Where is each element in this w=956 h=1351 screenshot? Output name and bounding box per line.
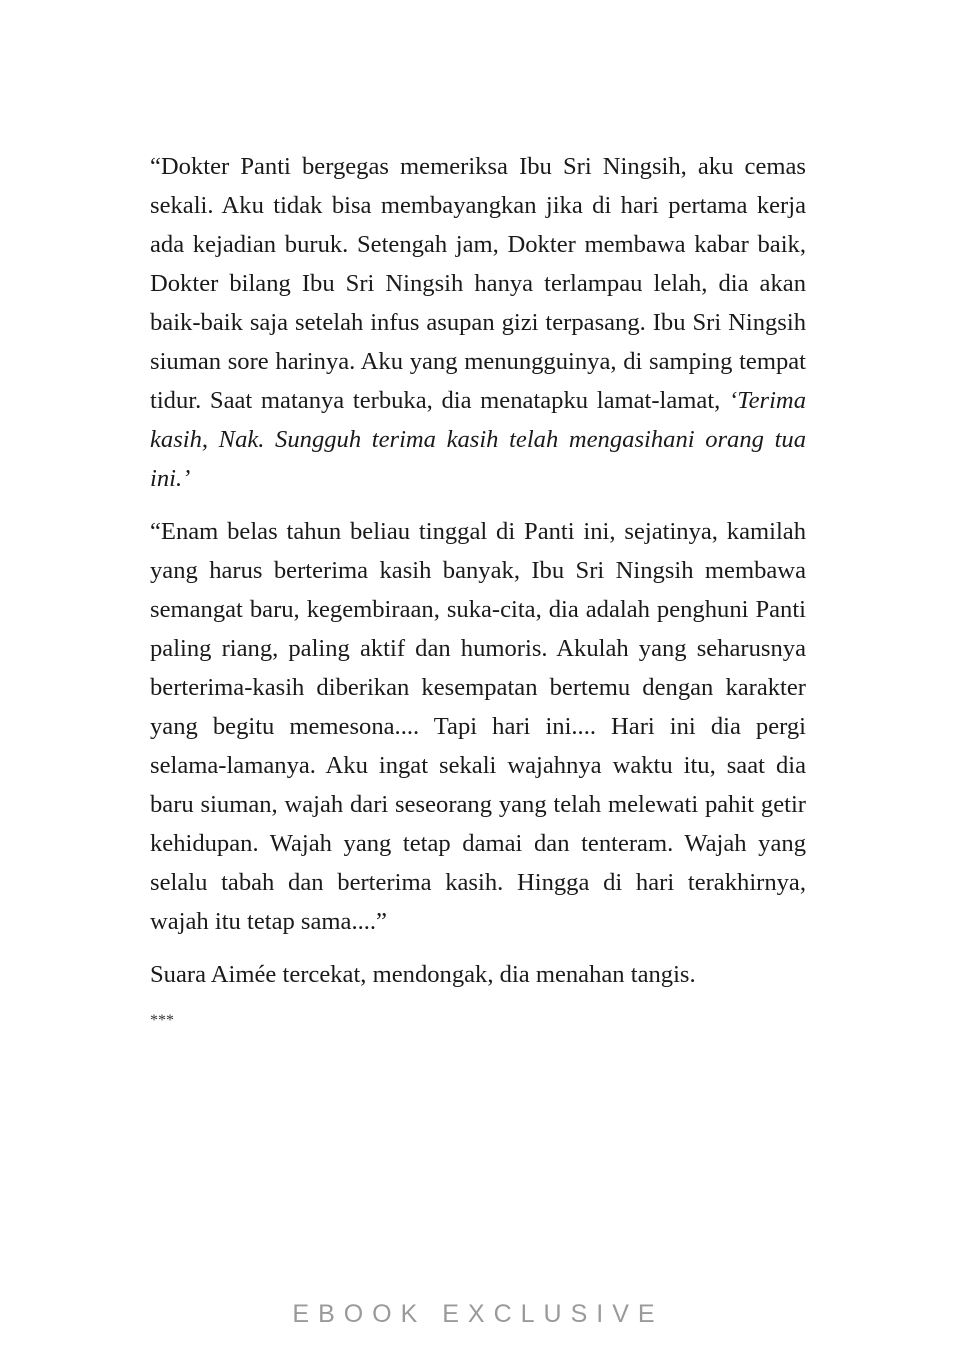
paragraph-3: Suara Aimée tercekat, mendongak, dia menahan tangis.	[150, 961, 696, 988]
paragraph-1	[150, 147, 806, 498]
page-body	[150, 147, 806, 1030]
section-separator: ***	[150, 1012, 174, 1029]
paragraph-2: “Enam belas tahun beliau tinggal di Panti ini, sejatinya, kamilah yang harus berterima kasih banyak, Ibu Sri Ningsih membawa semangat baru, kegembiraan, suka-cita, dia adalah penghuni Panti paling riang, paling aktif dan humoris. Akulah yang seharusnya berterima-kasih diberikan kesempatan bertemu dengan karakter yang begitu memesona.... Tapi hari ini.... Hari ini dia pergi selama-lamanya. Aku ingat sekali wajahnya waktu itu, saat dia baru siuman, wajah dari seseorang yang telah melewati pahit getir kehidupan. Wajah yang tetap damai dan tenteram. Wajah yang selalu tabah dan berterima kasih. Hingga di hari terakhirnya, wajah itu tetap sama....”	[150, 518, 806, 935]
paragraph-1-quote: ‘Terima kasih, Nak. Sungguh terima kasih telah mengasihani orang tua ini.’	[150, 387, 806, 492]
paragraph-1-text: “Dokter Panti bergegas memeriksa Ibu Sri Ningsih, aku cemas sekali. Aku tidak bisa membayangkan jika di hari pertama kerja ada kejadian buruk. Setengah jam, Dokter membawa kabar baik, Dokter bilang Ibu Sri Ningsih hanya terlampau lelah, dia akan baik-baik saja setelah infus asupan gizi terpasang. Ibu Sri Ningsih siuman sore harinya. Aku yang menungguinya, di samping tempat tidur. Saat matanya terbuka, dia menatapku lamat-lamat,	[150, 153, 806, 414]
footer-label: EBOOK EXCLUSIVE	[292, 1300, 664, 1328]
